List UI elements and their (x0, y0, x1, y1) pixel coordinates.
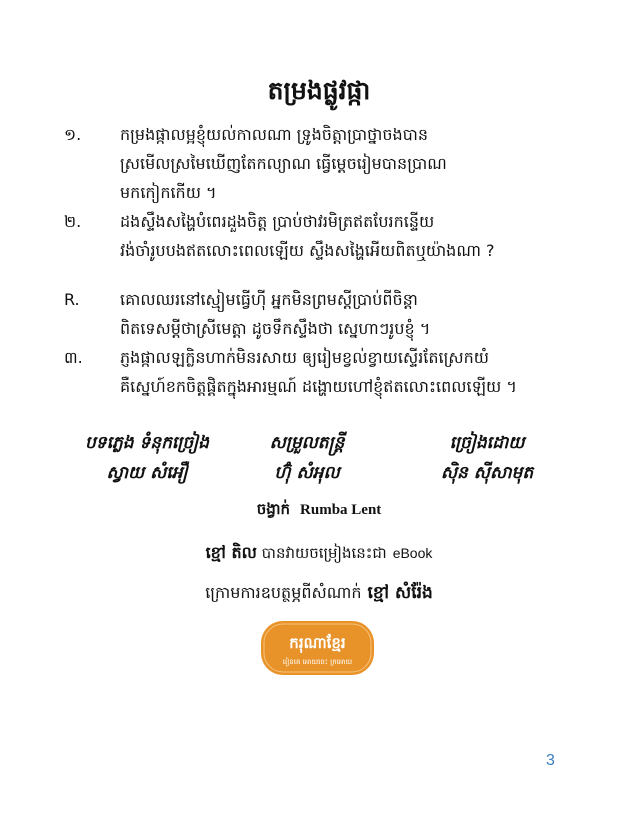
ebook-line (0, 542, 638, 566)
sponsor-text: ក្រោមការឧបត្ថម្ភពីសំណាក់ (205, 583, 362, 602)
verse-number: ២. (64, 212, 82, 231)
credit-arranger (222, 428, 392, 488)
credit-singer (402, 428, 572, 488)
lyric-line: ដងស្ទឹងសង្ហៃបំពេរដួងចិត្ត ប្រាប់ថាវរមិត្រឥតបែរកន្ទើយ (120, 212, 435, 231)
lyric-line: ភ្ញងផ្កាលឡក្លិនហាក់មិនរសាយ ឲ្យរៀមខ្វល់ខ្វាយស្ទើរតែស្រេកយំ (120, 348, 489, 367)
lyric-line: ពិតទេសម្ដីថាស្រីមេត្តា ដូចទឹកស្ទឹងថា ស្នេហាៗរូបខ្ញុំ ។ (120, 319, 431, 338)
lyric-line: មកកៀកកើយ ។ (120, 183, 217, 202)
song-title: តម្រងផ្លូវផ្កា (267, 76, 371, 105)
credit-role: សម្រួលតន្ត្រី (269, 433, 345, 453)
credit-role: បទភ្លេង ទំនុកច្រៀង (85, 433, 209, 453)
sponsor-line (0, 582, 638, 607)
lyric-line: វង់ចាំរូបបងឥតលោះពេលឡើយ ស្ទឹងសង្ហៃអើយពិតឬយ៉ាងណា ? (120, 241, 495, 260)
lyric-line: កម្រងផ្កាលម្អខ្ញុំយល់កាលណា ទ្រូងចិត្តាប្រាថ្នាចងបាន (120, 125, 429, 144)
typist-name: ខ្មៅ តិល (205, 543, 257, 562)
credit-role: ច្រៀងដោយ (449, 433, 525, 453)
lyric-line: ស្រមើលស្រមៃឃើញតែកល្យាណ ធ្វើម្ដេចរៀមបានប្រាណ (120, 154, 447, 173)
ebook-text: បានវាយចម្រៀងនេះជា (261, 544, 387, 562)
rhythm-line (0, 500, 638, 522)
logo-slogan: រៀនគេ អោយចេះ ក្រអោយ (282, 658, 353, 666)
lyric-line: គោលឈរនៅស្មៀមធ្វើហ៊ី អ្នកមិនព្រមស្ដីប្រាប់ពីចិន្តា (120, 290, 418, 309)
logo-title: ករុណាខ្មែរ (289, 634, 346, 652)
verse-number: R. (64, 290, 80, 309)
sponsor-name: ខ្មៅ សំរ៉ែង (367, 583, 433, 603)
credit-name: ស៊ិន ស៊ីសាមុត (440, 463, 534, 483)
credit-name: ហ៊ុំ សំអុល (274, 463, 340, 483)
lyric-line: គឺស្នេហ៍ខកចិត្តផ្ដិតក្នុងអារម្មណ៍ ដង្ហោយហៅខ្ញុំឥតលោះពេលឡើយ ។ (120, 377, 517, 396)
credit-composer (62, 428, 232, 488)
rhythm-label: ចង្វាក់ (256, 500, 291, 518)
credit-name: ស្វាយ សំអឿ (106, 463, 188, 483)
page-number: 3 (546, 752, 555, 769)
verse-number: ១. (64, 125, 82, 144)
rhythm-value: Rumba Lent (300, 502, 382, 518)
ebook-format: eBook (392, 545, 433, 561)
verse-number: ៣. (64, 348, 83, 367)
karuna-khmer-logo (260, 620, 375, 676)
